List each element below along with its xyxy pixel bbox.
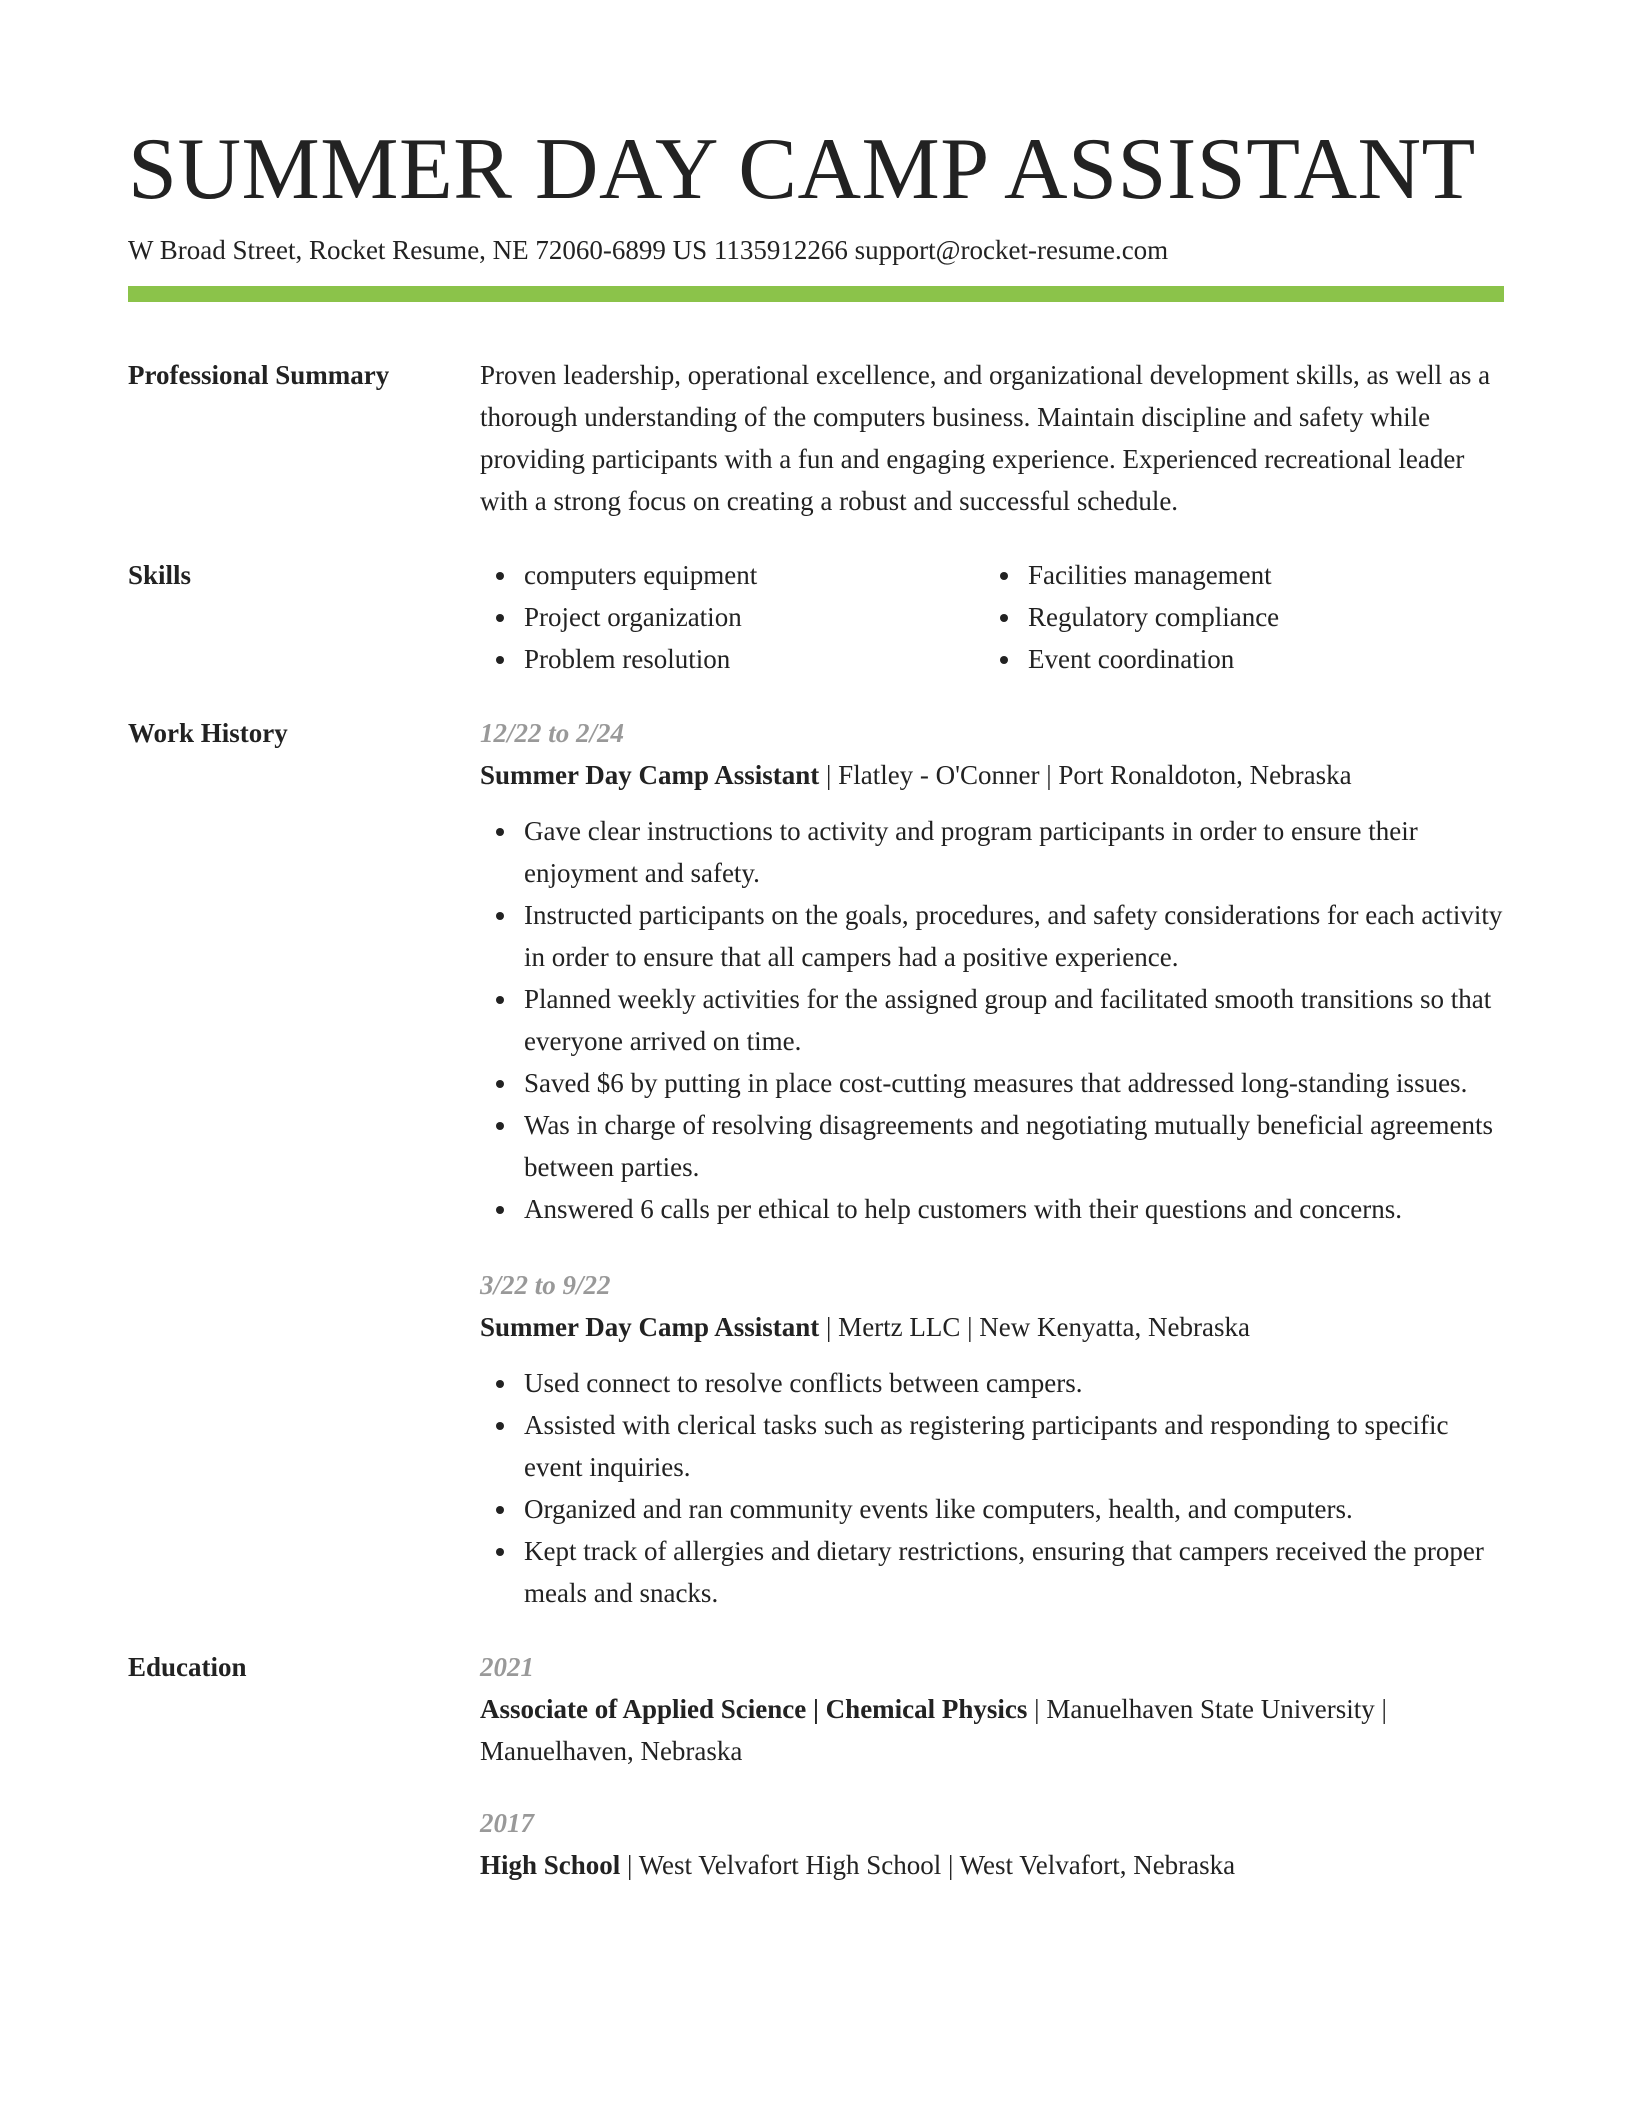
summary-label: Professional Summary: [128, 360, 390, 390]
education-label: Education: [128, 1652, 247, 1682]
education-details: | West Velvafort High School | West Velvafort, Nebraska: [620, 1850, 1236, 1880]
skill-item: computers equipment: [524, 554, 984, 596]
job-bullet: Answered 6 calls per ethical to help customers with their questions and concerns.: [524, 1188, 1504, 1230]
job-title: Summer Day Camp Assistant: [480, 1312, 820, 1342]
job-bullets: [480, 810, 1504, 1230]
education-entry: [480, 1646, 1504, 1772]
education-details: | Manuelhaven State University | Manuelhaven, Nebraska: [480, 1694, 1387, 1766]
summary-body: [480, 354, 1504, 522]
skills-body: [480, 554, 1504, 680]
job-entry: [480, 712, 1504, 1230]
education-heading: [480, 1844, 1504, 1886]
job-bullet: Assisted with clerical tasks such as registering participants and responding to specific event inquiries.: [524, 1404, 1504, 1488]
work-history-body: [480, 712, 1504, 1614]
education-body: [480, 1646, 1504, 1886]
skill-item: Facilities management: [1028, 554, 1488, 596]
skills-section: [128, 554, 1504, 680]
job-bullets: [480, 1362, 1504, 1614]
job-dates: 3/22 to 9/22: [480, 1270, 611, 1300]
education-year: 2021: [480, 1652, 534, 1682]
skill-item: Project organization: [524, 596, 984, 638]
education-degree: Associate of Applied Science | Chemical Physics: [480, 1694, 1028, 1724]
education-year: 2017: [480, 1808, 534, 1838]
job-bullet: Gave clear instructions to activity and program participants in order to ensure their enjoyment and safety.: [524, 810, 1504, 894]
work-history-label: Work History: [128, 718, 288, 748]
job-details: | Mertz LLC | New Kenyatta, Nebraska: [819, 1312, 1250, 1342]
education-entry: [480, 1802, 1504, 1886]
resume-page: [128, 118, 1504, 1886]
job-bullet: Used connect to resolve conflicts between campers.: [524, 1362, 1504, 1404]
job-dates: 12/22 to 2/24: [480, 718, 625, 748]
job-title: Summer Day Camp Assistant: [480, 760, 820, 790]
education-degree: High School: [480, 1850, 621, 1880]
job-bullet: Was in charge of resolving disagreements and negotiating mutually beneficial agreements between parties.: [524, 1104, 1504, 1188]
resume-name-heading: SUMMER DAY CAMP ASSISTANT: [128, 121, 1476, 218]
skills-column-right: [984, 554, 1488, 680]
education-section: [128, 1646, 1504, 1886]
job-bullet: Planned weekly activities for the assigned group and facilitated smooth transitions so that everyone arrived on time.: [524, 978, 1504, 1062]
education-heading: [480, 1688, 1504, 1772]
skills-grid: [480, 554, 1504, 680]
summary-text: Proven leadership, operational excellence, and organizational development skills, as well as a thorough understanding of the computers business. Maintain discipline and safety while providing participants with a fun and engaging experience. Experienced recreational leader with a strong focus on creating a robust and successful schedule.: [480, 360, 1491, 516]
skills-label: Skills: [128, 560, 192, 590]
job-bullet: Kept track of allergies and dietary restrictions, ensuring that campers received the proper meals and snacks.: [524, 1530, 1504, 1614]
contact-line: W Broad Street, Rocket Resume, NE 72060-6899 US 1135912266 support@rocket-resume.com: [128, 235, 1169, 265]
header-divider: [128, 286, 1504, 302]
job-details: | Flatley - O'Conner | Port Ronaldoton, Nebraska: [819, 760, 1352, 790]
job-entry: [480, 1264, 1504, 1614]
skills-column-left: [480, 554, 984, 680]
skill-item: Problem resolution: [524, 638, 984, 680]
skill-item: Regulatory compliance: [1028, 596, 1488, 638]
job-bullet: Organized and ran community events like computers, health, and computers.: [524, 1488, 1504, 1530]
job-bullet: Saved $6 by putting in place cost-cutting measures that addressed long-standing issues.: [524, 1062, 1504, 1104]
job-bullet: Instructed participants on the goals, procedures, and safety considerations for each activity in order to ensure that all campers had a positive experience.: [524, 894, 1504, 978]
work-history-section: [128, 712, 1504, 1614]
summary-section: [128, 354, 1504, 522]
skill-item: Event coordination: [1028, 638, 1488, 680]
job-heading: [480, 1306, 1504, 1348]
job-heading: [480, 754, 1504, 796]
